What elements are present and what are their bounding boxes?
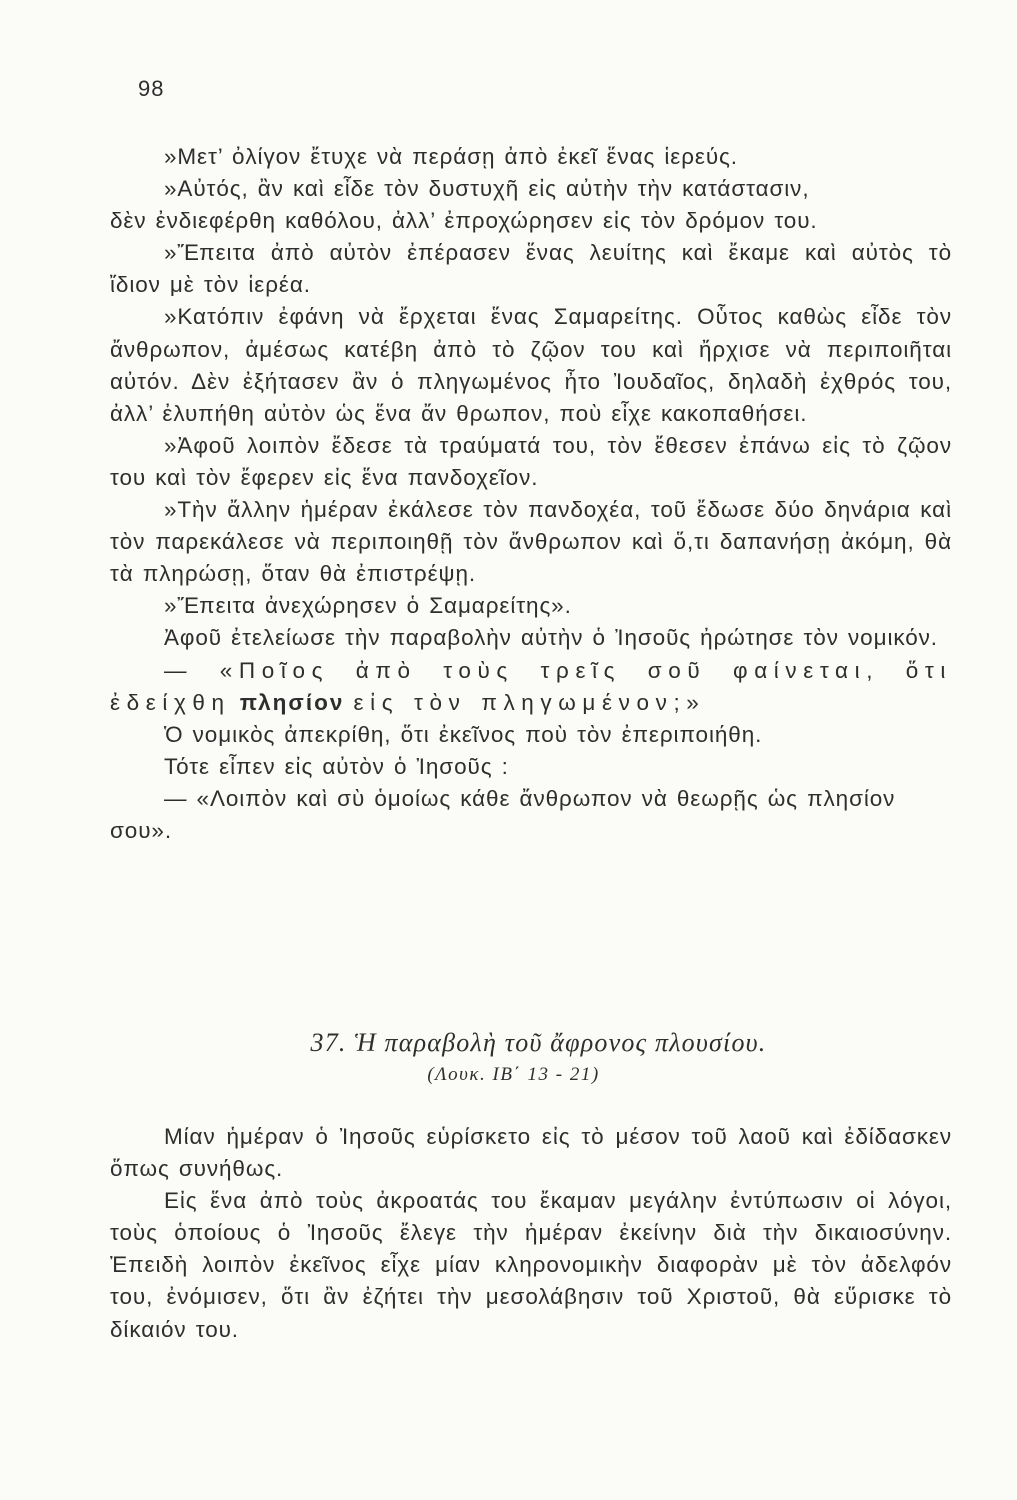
paragraph-lead: »Αὐτός, ἂν καὶ εἶδε τὸν δυστυχῆ εἰς αὐτὴν τὴν κατάστασιν, xyxy=(164,176,810,202)
paragraph: »Μετ’ ὀλίγον ἔτυχε νὰ περάσῃ ἀπὸ ἐκεῖ ἕνας ἱερεύς. xyxy=(164,144,738,169)
page-number: 98 xyxy=(138,76,165,101)
paragraph: Ὁ νομικὸς ἀπεκρίθη, ὅτι ἐκεῖνος ποὺ τὸν ἐπεριποιήθη. xyxy=(164,721,763,747)
section-heading: 37. Ἡ παραβολὴ τοῦ ἄφρονος πλουσίου. xyxy=(310,1028,767,1057)
paragraph: Ἀφοῦ ἐτελείωσε τὴν παραβολὴν αὐτὴν ὁ Ἰησοῦς ἠρώτησε τὸν νομικόν. xyxy=(164,625,938,651)
parable-good-samaritan-text xyxy=(110,141,952,847)
paragraph: Τότε εἶπεν εἰς αὐτὸν ὁ Ἰησοῦς : xyxy=(164,753,509,779)
parable-rich-fool-text xyxy=(110,1121,952,1346)
paragraph: »Ἀφοῦ λοιπὸν ἔδεσε τὰ τραύματά του, τὸν ἔθεσεν ἐπάνω εἰς τὸ ζῷον του καὶ τὸν ἔφερεν εἰς ἕνα πανδοχεῖον. xyxy=(110,432,952,490)
paragraph-continuation: δὲν ἐνδιεφέρθη καθόλου, ἀλλ’ ἐπροχώρησεν εἰς τὸν δρόμον του. xyxy=(110,208,818,234)
paragraph: Μίαν ἡμέραν ὁ Ἰησοῦς εὑρίσκετο εἰς τὸ μέσον τοῦ λαοῦ καὶ ἐδίδασκεν ὅπως συνήθως. xyxy=(110,1124,952,1182)
paragraph xyxy=(110,173,952,237)
paragraph: »Ἔπειτα ἀπὸ αὐτὸν ἐπέρασεν ἕνας λευίτης καὶ ἔκαμε καὶ αὐτὸς τὸ ἴδιον μὲ τὸν ἱερέα. xyxy=(110,240,952,298)
paragraph: »Τὴν ἄλλην ἡμέραν ἐκάλεσε τὸν πανδοχέα, τοῦ ἔδωσε δύο δηνάρια καὶ τὸν παρεκάλεσε νὰ περιποιηθῇ τὸν ἄνθρωπον καὶ ὅ,τι δαπανήσῃ ἀκόμη, θὰ τὰ πληρώσῃ, ὅταν θὰ ἐπιστρέψῃ. xyxy=(110,497,952,587)
paragraph: »Κατόπιν ἐφάνη νὰ ἔρχεται ἕνας Σαμαρείτης. Οὗτος καθὼς εἶδε τὸν ἄνθρωπον, ἀμέσως κατέβη ἀπὸ τὸ ζῷον του καὶ ἤρχισε νὰ περιποιῆται αὐτόν. Δὲν ἐξήτασεν ἂν ὁ πληγωμένος ἦτο Ἰουδαῖος, δηλαδὴ ἐχθρός του, ἀλλ’ ἐλυπήθη αὐτὸν ὡς ἕνα ἄν θρωπον, ποὺ εἶχε κακοπαθήσει. xyxy=(110,304,952,426)
paragraph: Εἰς ἕνα ἀπὸ τοὺς ἀκροατάς του ἔκαμαν μεγάλην ἐντύπωσιν οἱ λόγοι, τοὺς ὁποίους ὁ Ἰησοῦς ἔλεγε τὴν ἡμέραν ἐκείνην διὰ τὴν δικαιοσύνην. Ἐπειδὴ λοιπὸν ἐκεῖνος εἶχε μίαν κληρονομικὴν διαφορὰν μὲ τὸν ἀδελφόν του, ἐνόμισεν, ὅτι ἂν ἐζήτει τὴν μεσολάβησιν τοῦ Χριστοῦ, θὰ εὕρισκε τὸ δίκαιόν του. xyxy=(110,1188,952,1342)
paragraph: »Ἔπειτα ἀνεχώρησεν ὁ Σαμαρείτης». xyxy=(164,593,572,619)
question-text-b: εἰς τὸν πληγωμένον;» xyxy=(353,689,706,715)
jesus-question xyxy=(110,655,952,719)
paragraph: — «Λοιπὸν καὶ σὺ ὁμοίως κάθε ἄνθρωπον νὰ θεωρῇς ὡς πλησίον σου». xyxy=(110,785,896,843)
question-emphasis: πλησίον xyxy=(239,689,345,715)
scripture-reference: (Λουκ. ΙΒ΄ 13 - 21) xyxy=(427,1064,600,1085)
question-text-a: — «Ποῖος ἀπὸ τοὺς τρεῖς σοῦ φαίνεται, ὅτι ἐδείχθη xyxy=(110,657,952,715)
